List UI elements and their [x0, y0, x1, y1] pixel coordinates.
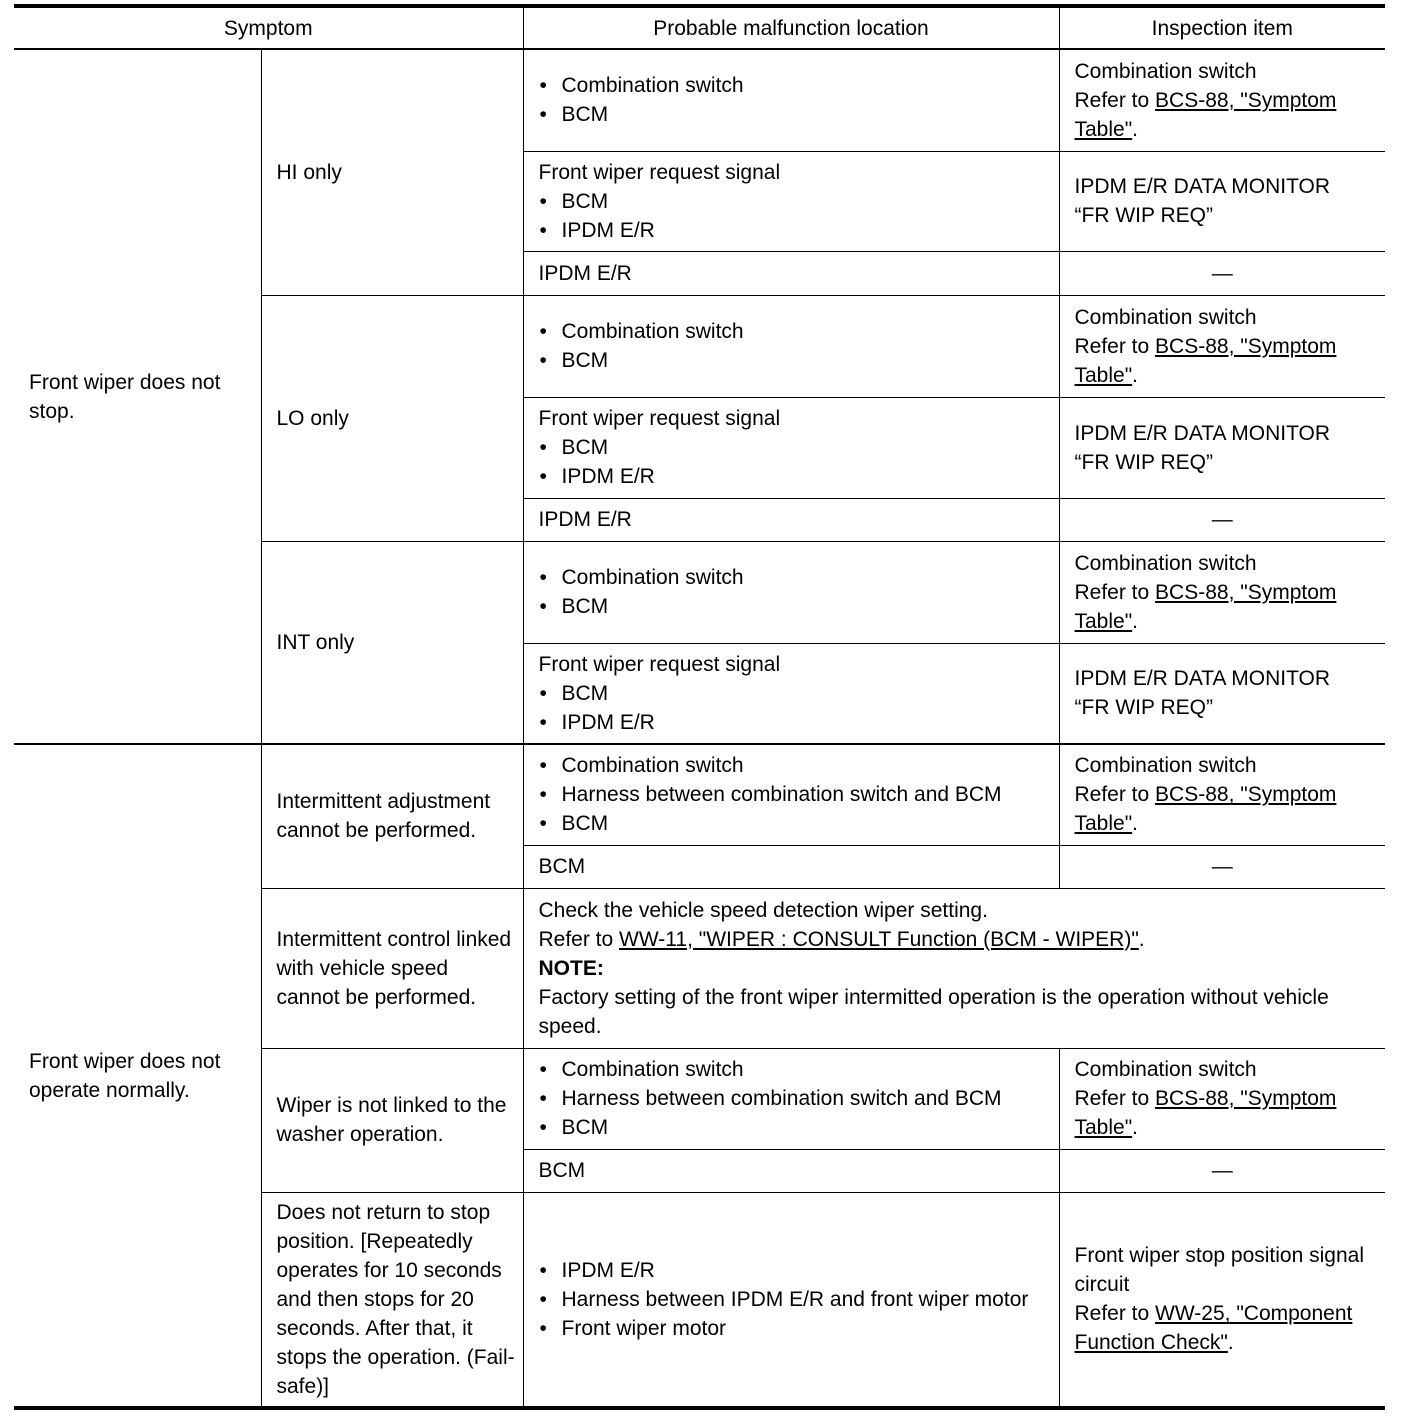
list-item: • BCM	[539, 679, 1051, 708]
inspection-title: Front wiper stop position signal circuit	[1074, 1244, 1364, 1297]
location-text: IPDM E/R	[538, 261, 632, 285]
bcs-88-link[interactable]: BCS-88, "Symptom Table"	[1074, 88, 1337, 141]
bcs-88-link[interactable]: BCS-88, "Symptom Table"	[1074, 334, 1337, 387]
period: .	[1132, 363, 1139, 387]
list-item: • BCM	[539, 592, 1051, 621]
list-item: • Combination switch	[539, 1055, 1057, 1084]
inspection-cell	[1059, 845, 1385, 888]
period: .	[1227, 1331, 1234, 1355]
location-text: IPDM E/R	[538, 508, 632, 531]
condition-washer: Wiper is not linked to the washer operation.	[276, 1094, 507, 1146]
symptom-text: Front wiper does not stop.	[29, 370, 221, 423]
period: .	[1132, 1116, 1139, 1139]
location-list	[539, 751, 1057, 838]
condition-int-adjust: Intermittent adjustment cannot be performed.	[276, 790, 491, 843]
location-list	[539, 1256, 1051, 1343]
inspection-cell	[1059, 541, 1385, 643]
reference-line	[1075, 86, 1378, 144]
inspection-cell	[1059, 643, 1385, 744]
header-symptom: Symptom	[14, 6, 523, 49]
inspection-cell	[1059, 295, 1385, 397]
location-list	[539, 71, 1051, 129]
inspection-cell	[1059, 1192, 1385, 1408]
list-item: • BCM	[539, 100, 1051, 129]
reference-line	[1075, 332, 1378, 390]
location-heading: Front wiper request signal	[538, 407, 781, 430]
location-cell	[523, 49, 1059, 151]
inspection-title: Combination switch	[1074, 754, 1257, 778]
reference-line	[1075, 780, 1378, 838]
location-list	[539, 187, 1051, 245]
table-row	[14, 744, 1385, 845]
data-monitor-label: IPDM E/R DATA MONITOR	[1074, 667, 1331, 691]
reference-line	[1075, 578, 1378, 636]
list-item: • BCM	[539, 1113, 1057, 1142]
inspection-cell	[1059, 397, 1385, 498]
location-cell	[523, 295, 1059, 397]
bcs-88-link[interactable]: BCS-88, "Symptom Table"	[1074, 1087, 1337, 1139]
condition-cell	[261, 744, 523, 888]
inspection-cell	[1059, 1149, 1385, 1192]
bcs-88-link[interactable]: BCS-88, "Symptom Table"	[1074, 580, 1337, 633]
symptom-text: Front wiper does not operate normally.	[29, 1049, 221, 1102]
refer-label: Refer to	[1074, 580, 1156, 604]
condition-cell	[261, 49, 523, 295]
speed-note-cell	[523, 888, 1385, 1048]
condition-cell	[261, 1048, 523, 1192]
list-item: • BCM	[539, 346, 1051, 375]
list-item: • BCM	[539, 809, 1057, 838]
refer-label: Refer to	[1074, 1087, 1156, 1110]
header-inspection: Inspection item	[1059, 6, 1385, 49]
header-row	[14, 6, 1385, 49]
location-list	[539, 679, 1051, 737]
location-cell	[523, 744, 1059, 845]
refer-label: Refer to	[1074, 88, 1156, 112]
location-list	[539, 563, 1051, 621]
refer-label: Refer to	[1074, 783, 1156, 807]
location-cell	[523, 1192, 1059, 1408]
location-cell	[523, 1048, 1059, 1149]
location-cell	[523, 541, 1059, 643]
inspection-cell	[1059, 1048, 1385, 1149]
inspection-cell	[1059, 49, 1385, 151]
list-item: • IPDM E/R	[539, 708, 1051, 737]
dash: —	[1211, 1159, 1233, 1182]
condition-cell	[261, 1192, 523, 1408]
refer-label: Refer to	[1074, 334, 1156, 358]
dash: —	[1211, 508, 1233, 531]
note-text: Factory setting of the front wiper intermitted operation is the operation without vehicle speed.	[538, 985, 1329, 1038]
group-does-not-stop	[14, 49, 1385, 744]
header-location: Probable malfunction location	[523, 6, 1059, 49]
table-row	[14, 49, 1385, 151]
period: .	[1132, 609, 1139, 633]
list-item: • Front wiper motor	[539, 1314, 1051, 1343]
location-cell	[523, 498, 1059, 541]
location-cell	[523, 643, 1059, 744]
list-item: • Harness between combination switch and BCM	[539, 1084, 1057, 1113]
check-text: Check the vehicle speed detection wiper setting.	[538, 898, 988, 922]
list-item: • Harness between IPDM E/R and front wiper motor	[539, 1285, 1051, 1314]
condition-cell	[261, 295, 523, 541]
list-item: • IPDM E/R	[539, 216, 1051, 245]
inspection-cell	[1059, 251, 1385, 295]
note-label: NOTE:	[538, 956, 604, 980]
location-heading: Front wiper request signal	[538, 160, 781, 184]
location-heading: Front wiper request signal	[538, 652, 781, 676]
condition-lo-only: LO only	[276, 406, 349, 430]
location-cell	[523, 251, 1059, 295]
symptom-cell	[14, 49, 261, 744]
condition-cell	[261, 541, 523, 744]
location-cell	[523, 397, 1059, 498]
dash: —	[1211, 261, 1233, 285]
inspection-title: Combination switch	[1074, 551, 1257, 575]
inspection-title: Combination switch	[1074, 59, 1257, 83]
data-monitor-label: IPDM E/R DATA MONITOR	[1074, 421, 1331, 445]
location-cell	[523, 845, 1059, 888]
monitor-item: “FR WIP REQ”	[1074, 696, 1213, 720]
inspection-cell	[1059, 744, 1385, 845]
monitor-item: “FR WIP REQ”	[1074, 204, 1213, 227]
list-item: • Combination switch	[539, 751, 1057, 780]
inspection-cell	[1059, 498, 1385, 541]
location-list	[539, 317, 1051, 375]
location-text: BCM	[538, 855, 586, 878]
period: .	[1132, 812, 1139, 836]
refer-label: Refer to	[1074, 1302, 1156, 1326]
condition-int-only: INT only	[276, 630, 355, 654]
location-cell	[523, 1149, 1059, 1192]
group-does-not-operate-normally	[14, 744, 1385, 1408]
dash: —	[1211, 855, 1233, 878]
location-list	[539, 1055, 1057, 1142]
condition-int-speed: Intermittent control linked with vehicle speed cannot be performed.	[276, 927, 512, 1009]
location-cell	[523, 151, 1059, 251]
list-item: • Combination switch	[539, 317, 1051, 346]
monitor-item: “FR WIP REQ”	[1074, 450, 1213, 474]
inspection-cell	[1059, 151, 1385, 251]
list-item: • Harness between combination switch and BCM	[539, 780, 1057, 809]
list-item: • BCM	[539, 187, 1051, 216]
list-item: • Combination switch	[539, 563, 1051, 592]
reference-line	[539, 925, 1378, 954]
location-text: BCM	[538, 1159, 586, 1182]
location-list	[539, 433, 1051, 491]
symptom-table	[14, 4, 1385, 1410]
symptom-cell	[14, 744, 261, 1408]
condition-return-stop: Does not return to stop position. [Repeatedly operates for 10 seconds and then stops for 20 seconds. After that, it stops the operation. (Fail-safe)]	[276, 1200, 515, 1398]
inspection-title: Combination switch	[1074, 1058, 1257, 1081]
reference-line	[1075, 1084, 1378, 1142]
period: .	[1132, 117, 1139, 141]
list-item: • BCM	[539, 433, 1051, 462]
reference-line	[1075, 1299, 1378, 1357]
condition-cell	[261, 888, 523, 1048]
list-item: • Combination switch	[539, 71, 1051, 100]
condition-hi-only: HI only	[276, 160, 342, 184]
data-monitor-label: IPDM E/R DATA MONITOR	[1074, 175, 1331, 198]
bcs-88-link[interactable]: BCS-88, "Symptom Table"	[1074, 783, 1337, 836]
list-item: • IPDM E/R	[539, 1256, 1051, 1285]
ww-11-link[interactable]: WW-11, "WIPER : CONSULT Function (BCM - WIPER)"	[619, 927, 1139, 951]
period: .	[1138, 927, 1145, 951]
refer-label: Refer to	[538, 927, 620, 951]
list-item: • IPDM E/R	[539, 462, 1051, 491]
inspection-title: Combination switch	[1074, 305, 1257, 329]
ww-25-link[interactable]: WW-25, "Component Function Check"	[1074, 1302, 1353, 1355]
